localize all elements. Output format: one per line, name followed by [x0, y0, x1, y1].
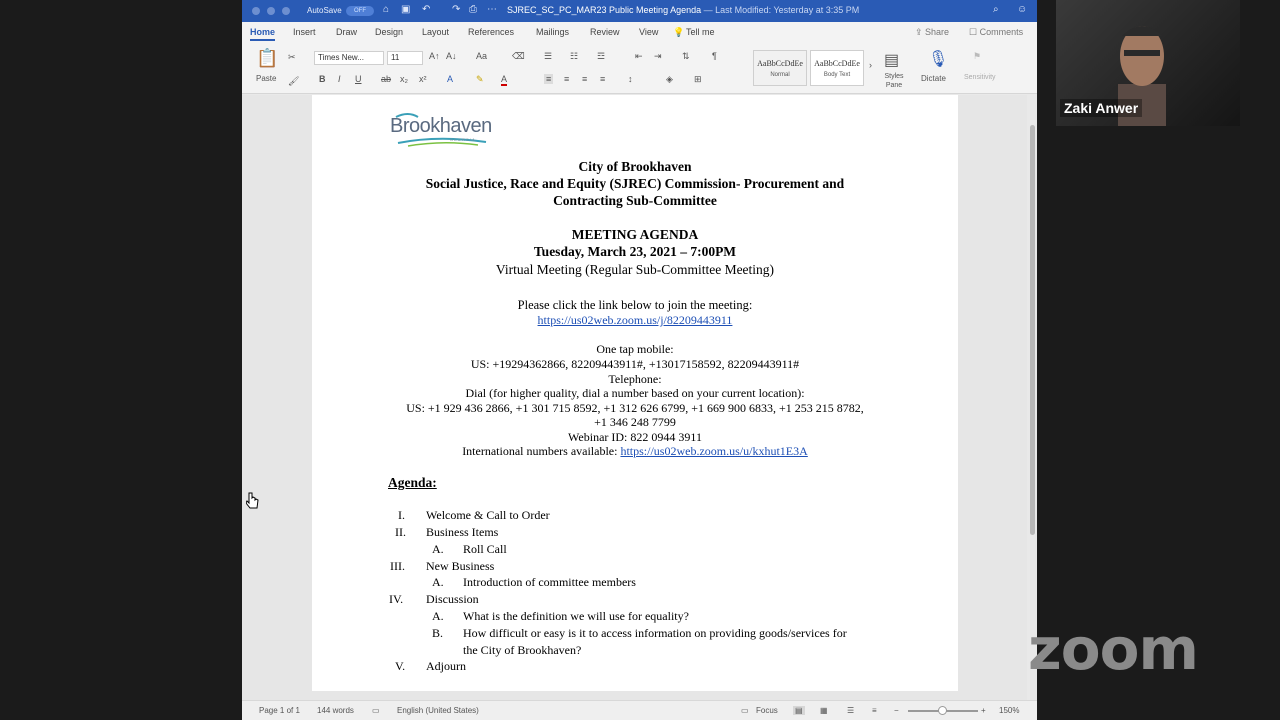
- agenda-item-number: IV.: [389, 592, 404, 606]
- clear-format-icon[interactable]: ⌫: [512, 51, 525, 61]
- home-icon[interactable]: ⌂: [383, 4, 390, 15]
- logo-subtext: GEORGIA: [450, 137, 476, 142]
- tab-layout[interactable]: Layout: [422, 27, 450, 37]
- agenda-subitem-text: How difficult or easy is it to access information on providing goods/services for: [463, 626, 847, 640]
- agenda-item-number: III.: [390, 559, 405, 573]
- agenda-item-text: Welcome & Call to Order: [426, 508, 550, 522]
- undo-icon[interactable]: ↶: [422, 4, 431, 15]
- sensitivity-label: Sensitivity: [964, 74, 996, 81]
- doc-join-instruction: Please click the link below to join the meeting:: [517, 298, 753, 312]
- word-count[interactable]: 144 words: [317, 706, 354, 715]
- minimize-window-button[interactable]: [267, 7, 275, 15]
- align-right-icon[interactable]: ≡: [582, 74, 588, 84]
- agenda-item-number: II.: [395, 525, 406, 539]
- sensitivity-icon: ⚑: [973, 51, 982, 61]
- styles-pane-label: Styles Pane: [884, 73, 904, 89]
- print-icon[interactable]: ⎙: [469, 4, 477, 15]
- doc-one-tap: One tap mobile:: [596, 342, 674, 356]
- ribbon-home: [242, 44, 1037, 94]
- redo-icon[interactable]: ↷: [452, 4, 461, 15]
- outline-view-icon[interactable]: ☰: [847, 706, 855, 715]
- doc-us-phones-cont: +1 346 248 7799: [594, 415, 676, 429]
- language-status[interactable]: English (United States): [397, 706, 479, 715]
- agenda-item-text: Discussion: [426, 592, 479, 606]
- zoom-in-icon[interactable]: +: [981, 706, 986, 715]
- style-normal[interactable]: [753, 50, 807, 86]
- styles-gallery-arrow-icon[interactable]: ›: [869, 60, 872, 70]
- agenda-item-number: I.: [398, 508, 405, 522]
- line-spacing-icon[interactable]: ↕: [628, 74, 633, 84]
- style-body-text[interactable]: [810, 50, 864, 86]
- agenda-subitem-letter: A.: [432, 542, 444, 556]
- vertical-scrollbar[interactable]: [1028, 95, 1037, 700]
- doc-webinar-id: Webinar ID: 822 0944 3911: [568, 430, 702, 444]
- style-normal-label: Normal: [770, 72, 790, 78]
- align-center-icon[interactable]: ≡: [564, 74, 570, 84]
- intl-label: International numbers available:: [462, 444, 621, 458]
- intl-numbers-link[interactable]: https://us02web.zoom.us/u/kxhut1E3A: [620, 444, 808, 458]
- doc-dial: Dial (for higher quality, dial a number based on your current location):: [465, 386, 805, 400]
- zoom-meeting-link[interactable]: https://us02web.zoom.us/j/82209443911: [537, 313, 733, 327]
- change-case-icon[interactable]: Aa: [476, 51, 488, 61]
- doc-zoom-link-wrap: [312, 313, 958, 328]
- styles-pane-icon[interactable]: ▤: [884, 52, 900, 69]
- focus-mode-button[interactable]: Focus: [756, 706, 778, 715]
- close-window-button[interactable]: [252, 7, 260, 15]
- sort-icon[interactable]: ⇅: [682, 51, 690, 61]
- zoom-slider[interactable]: [908, 710, 978, 712]
- agenda-item-text: Business Items: [426, 525, 499, 539]
- borders-icon[interactable]: ⊞: [694, 74, 702, 84]
- numbering-icon[interactable]: ☷: [570, 51, 579, 61]
- align-left-icon[interactable]: ≡: [546, 74, 552, 84]
- doc-title-commission: Social Justice, Race and Equity (SJREC) Commission- Procurement and: [425, 176, 845, 191]
- tab-insert[interactable]: Insert: [293, 27, 316, 37]
- dictate-label: Dictate: [921, 74, 946, 83]
- doc-meeting-date: Tuesday, March 23, 2021 – 7:00PM: [533, 244, 737, 259]
- doc-agenda-heading: Agenda:: [388, 475, 437, 490]
- superscript-icon[interactable]: x²: [419, 74, 427, 84]
- brookhaven-logo: [388, 109, 492, 147]
- doc-us-mobile: US: +19294362866, 82209443911#, +13017158592, 82209443911#: [470, 357, 800, 371]
- doc-meeting-agenda: MEETING AGENDA: [571, 227, 699, 242]
- text-effects-icon[interactable]: A: [447, 74, 454, 84]
- doc-meeting-venue: Virtual Meeting (Regular Sub-Committee Meeting): [495, 262, 775, 277]
- participant-name: Zaki Anwer: [1060, 99, 1142, 117]
- print-layout-icon[interactable]: ▤: [795, 706, 803, 715]
- document-area: [242, 95, 1027, 700]
- more-icon[interactable]: ⋯: [487, 4, 497, 15]
- tab-design[interactable]: Design: [375, 27, 404, 37]
- word-window: [242, 0, 1037, 720]
- focus-icon[interactable]: ▭: [741, 706, 749, 715]
- page-count[interactable]: Page 1 of 1: [259, 706, 300, 715]
- grow-font-icon[interactable]: A↑: [429, 51, 440, 61]
- tab-draw[interactable]: Draw: [336, 27, 358, 37]
- zoom-window-button[interactable]: [282, 7, 290, 15]
- web-layout-icon[interactable]: ▦: [820, 706, 828, 715]
- agenda-subitem-text: Roll Call: [463, 542, 507, 556]
- shrink-font-icon[interactable]: A↓: [446, 51, 457, 61]
- search-icon[interactable]: ⌕: [993, 4, 999, 15]
- multilevel-icon[interactable]: ☲: [597, 51, 606, 61]
- zoom-out-icon[interactable]: −: [894, 706, 899, 715]
- highlight-icon[interactable]: ✎: [476, 74, 484, 84]
- tab-view[interactable]: View: [639, 27, 659, 37]
- tab-mailings[interactable]: Mailings: [536, 27, 570, 37]
- agenda-subitem-letter: A.: [432, 575, 444, 589]
- lightbulb-icon: 💡: [673, 27, 685, 37]
- subscript-icon[interactable]: x₂: [400, 74, 408, 84]
- tell-me-field[interactable]: Tell me: [686, 27, 715, 37]
- microphone-icon[interactable]: 🎙: [928, 51, 949, 68]
- font-color-icon[interactable]: A: [501, 74, 508, 84]
- title-bar: [242, 0, 1037, 22]
- font-name-select[interactable]: Times New...: [314, 51, 384, 65]
- doc-international: [312, 444, 958, 459]
- doc-telephone: Telephone:: [608, 372, 662, 386]
- tab-references[interactable]: References: [468, 27, 515, 37]
- style-body-text-preview: AaBbCcDdEe: [814, 59, 860, 68]
- shading-icon[interactable]: ◈: [666, 74, 673, 84]
- doc-us-phones: US: +1 929 436 2866, +1 301 715 8592, +1 312 626 6799, +1 669 900 6833, +1 253 215 8782,: [406, 401, 864, 415]
- autosave-toggle[interactable]: OFF: [346, 6, 374, 16]
- scrollbar-thumb[interactable]: [1030, 125, 1035, 535]
- agenda-subitem-text: What is the definition we will use for equality?: [463, 609, 689, 623]
- underline-icon[interactable]: U: [355, 74, 362, 84]
- account-icon[interactable]: ☺: [1017, 4, 1028, 15]
- agenda-subitem-text: Introduction of committee members: [463, 575, 636, 589]
- style-normal-preview: AaBbCcDdEe: [757, 59, 803, 68]
- share-label: Share: [925, 27, 950, 37]
- document-title: SJREC_SC_PC_MAR23 Public Meeting Agenda — Last Modified: Yesterday at 3:35 PM: [507, 5, 860, 15]
- participant-video: [1056, 0, 1240, 126]
- italic-icon[interactable]: I: [338, 74, 341, 84]
- comments-button[interactable]: ☐ Comments: [969, 27, 1024, 37]
- draft-view-icon[interactable]: ≡: [872, 706, 877, 715]
- proofing-icon[interactable]: ▭: [372, 706, 380, 715]
- comments-label: Comments: [979, 27, 1024, 37]
- agenda-item-text: Adjourn: [426, 659, 466, 673]
- tab-review[interactable]: Review: [590, 27, 620, 37]
- zoom-level[interactable]: 150%: [999, 706, 1020, 715]
- agenda-subitem-text-cont: the City of Brookhaven?: [463, 643, 582, 657]
- logo-wordmark: Brookhaven: [390, 115, 492, 137]
- bullets-icon[interactable]: ☰: [544, 51, 553, 61]
- decrease-indent-icon[interactable]: ⇤: [635, 51, 643, 61]
- increase-indent-icon[interactable]: ⇥: [654, 51, 662, 61]
- autosave-label: AutoSave: [307, 6, 342, 15]
- style-body-text-label: Body Text: [823, 72, 851, 78]
- doc-title-city: City of Brookhaven: [578, 159, 692, 174]
- status-bar: [242, 700, 1037, 720]
- agenda-item-text: New Business: [426, 559, 495, 573]
- tab-home[interactable]: Home: [250, 27, 275, 41]
- ribbon-tabs: [242, 22, 1037, 44]
- hand-cursor-icon: [246, 491, 260, 509]
- cut-icon[interactable]: ✂: [288, 52, 296, 62]
- zoom-slider-knob[interactable]: [938, 706, 947, 715]
- agenda-item-number: V.: [395, 659, 406, 673]
- paste-label: Paste: [256, 74, 277, 83]
- agenda-subitem-letter: B.: [432, 626, 444, 640]
- paste-icon[interactable]: 📋: [256, 48, 279, 68]
- strikethrough-icon[interactable]: ab: [381, 74, 392, 84]
- doc-title-subcommittee: Contracting Sub-Committee: [553, 193, 717, 208]
- zoom-logo: zoom: [1028, 615, 1198, 683]
- font-size-select[interactable]: 11: [387, 51, 423, 65]
- format-painter-icon[interactable]: 🖌: [288, 76, 300, 86]
- pilcrow-icon[interactable]: ¶: [712, 51, 717, 61]
- share-button[interactable]: ⇪ Share: [915, 27, 950, 37]
- bold-icon[interactable]: B: [319, 74, 326, 84]
- agenda-subitem-letter: A.: [432, 609, 444, 623]
- save-icon[interactable]: ▣: [401, 4, 411, 15]
- document-page[interactable]: [312, 95, 958, 691]
- justify-icon[interactable]: ≡: [600, 74, 606, 84]
